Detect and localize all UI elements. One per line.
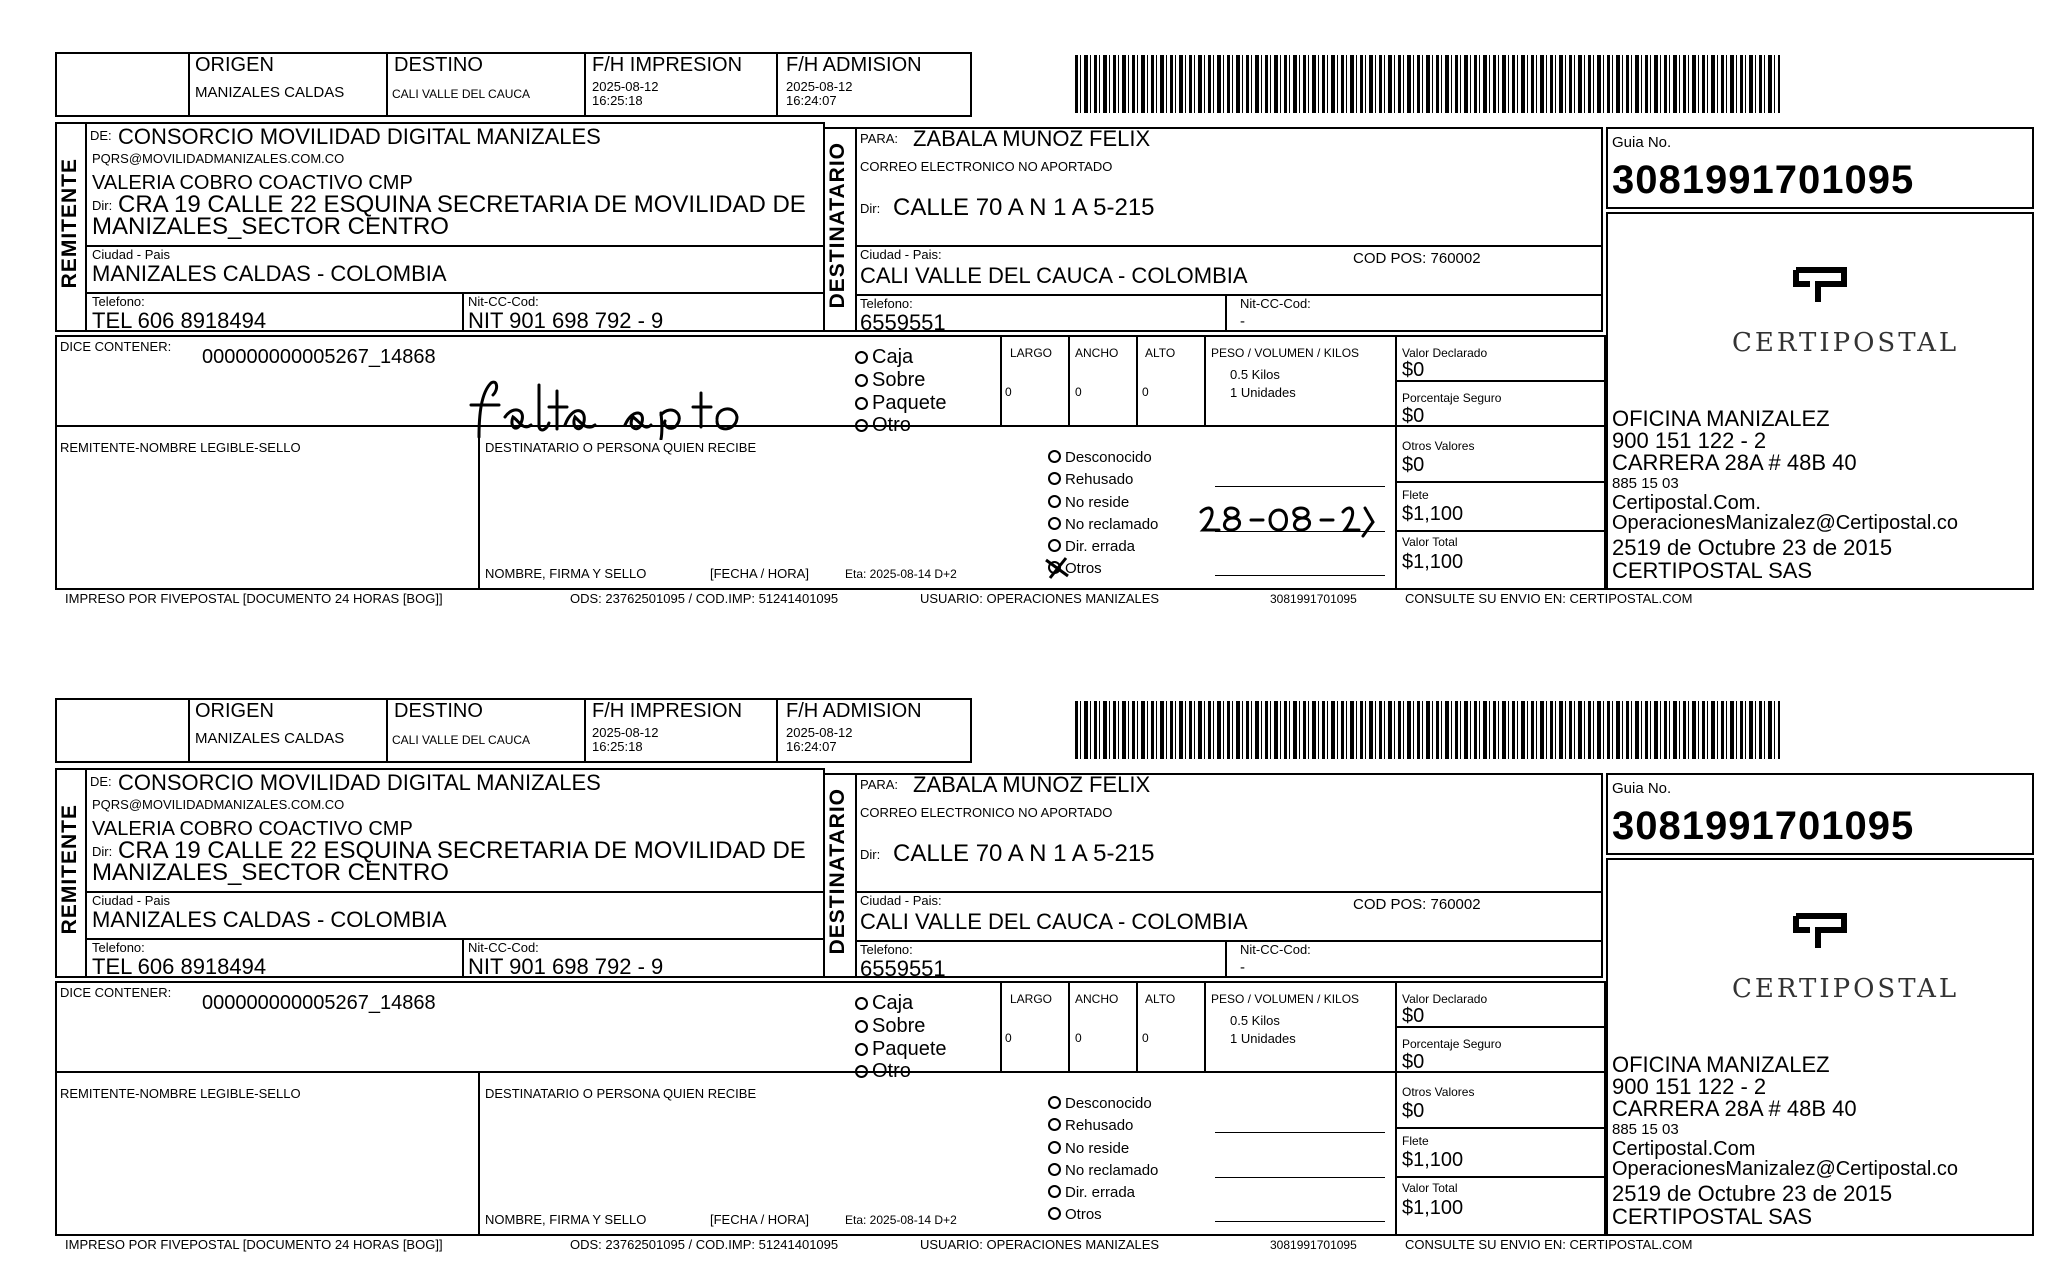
- remitente-sello-label: REMITENTE-NOMBRE LEGIBLE-SELLO: [60, 440, 301, 455]
- company-web: Certipostal.Com: [1612, 1138, 1756, 1160]
- alto-value: 0: [1142, 1031, 1149, 1045]
- fh-impresion-label: F/H IMPRESION: [592, 54, 743, 76]
- destino-label: DESTINO: [394, 54, 483, 76]
- receipt-divider: [478, 425, 480, 590]
- remitente-dir-label: Dir:: [92, 198, 113, 213]
- guia-number: 3081991701095: [1612, 804, 1915, 848]
- guia-label: Guia No.: [1612, 780, 1672, 797]
- remitente-line2: VALERIA COBRO COACTIVO CMP: [92, 818, 413, 840]
- remitente-dir-label: Dir:: [92, 844, 113, 859]
- ancho-label: ANCHO: [1075, 992, 1119, 1006]
- destinatario-email: CORREO ELECTRONICO NO APORTADO: [860, 805, 1113, 820]
- dims-grid: [1204, 335, 1206, 427]
- largo-label: LARGO: [1010, 346, 1053, 360]
- remitente-ciudad-line: [87, 891, 825, 893]
- reason-otros: Otros: [1048, 1207, 1102, 1222]
- reason-no-reside: No reside: [1048, 1141, 1129, 1156]
- reason-line: [1215, 575, 1385, 576]
- destinatario-email: CORREO ELECTRONICO NO APORTADO: [860, 159, 1113, 174]
- destinatario-nit: -: [1240, 959, 1245, 976]
- destinatario-ciudad: CALI VALLE DEL CAUCA - COLOMBIA: [860, 909, 1248, 934]
- porcentaje-seguro-value: $0: [1402, 405, 1425, 427]
- company-name: CERTIPOSTAL SAS: [1612, 558, 1813, 583]
- fh-admision-date: 2025-08-12: [786, 79, 853, 94]
- remitente-nit: NIT 901 698 792 - 9: [468, 954, 664, 979]
- checkmark-mark: [1044, 556, 1072, 580]
- fh-admision-label: F/H ADMISION: [786, 700, 922, 722]
- ancho-value: 0: [1075, 1031, 1082, 1045]
- destinatario-nit-divider: [1225, 294, 1227, 332]
- footer-guia: 3081991701095: [1270, 592, 1357, 606]
- eta-label: Eta: 2025-08-14 D+2: [845, 567, 957, 581]
- receipt-divider: [1395, 1071, 1397, 1236]
- fh-impresion-date: 2025-08-12: [592, 79, 659, 94]
- company-nit: 900 151 122 - 2: [1612, 428, 1767, 453]
- fh-admision-date: 2025-08-12: [786, 725, 853, 740]
- largo-label: LARGO: [1010, 992, 1053, 1006]
- destinatario-block: [823, 773, 1603, 981]
- destinatario-telefono-label: Telefono:: [860, 296, 913, 311]
- destinatario-address: CALLE 70 A N 1 A 5-215: [893, 840, 1155, 867]
- fecha-hora-label: [FECHA / HORA]: [710, 1212, 809, 1227]
- reason-dir-errada: Dir. errada: [1048, 1185, 1135, 1200]
- company-web: Certipostal.Com.: [1612, 492, 1761, 514]
- origen-value: MANIZALES CALDAS: [195, 84, 345, 101]
- guia-number: 3081991701095: [1612, 158, 1915, 202]
- company-resolution: 2519 de Octubre 23 de 2015: [1612, 535, 1893, 560]
- otros-valores-line: [1397, 1127, 1606, 1129]
- footer-impreso: IMPRESO POR FIVEPOSTAL [DOCUMENTO 24 HORAS [BOG]]: [65, 1237, 443, 1252]
- remitente-ciudad: MANIZALES CALDAS - COLOMBIA: [92, 261, 447, 286]
- destinatario-telefono: 6559551: [860, 310, 946, 335]
- package-type-otro: Otro: [855, 1061, 911, 1081]
- reason-rehusado: Rehusado: [1048, 472, 1133, 487]
- remitente-telefono-line: [87, 292, 825, 294]
- remitente-telefono-line: [87, 938, 825, 940]
- dice-contener-label: DICE CONTENER:: [60, 339, 172, 354]
- destinatario-dir-label: Dir:: [860, 201, 881, 216]
- otros-valores-line: [1397, 481, 1606, 483]
- package-type-sobre: Sobre: [855, 1016, 925, 1036]
- valor-declarado-line: [1397, 380, 1606, 382]
- certipostal-logo-icon: [1790, 258, 1850, 306]
- remitente-ciudad: MANIZALES CALDAS - COLOMBIA: [92, 907, 447, 932]
- dims-grid: [1068, 981, 1070, 1073]
- destinatario-telefono-label: Telefono:: [860, 942, 913, 957]
- remitente-name: CONSORCIO MOVILIDAD DIGITAL MANIZALES: [118, 770, 601, 795]
- fh-impresion-time: 16:25:18: [592, 93, 643, 108]
- remitente-ciudad-label: Ciudad - Pais: [92, 893, 171, 908]
- destinatario-cod-pos: COD POS: 760002: [1353, 896, 1481, 913]
- dims-grid: [1204, 981, 1206, 1073]
- package-type-paquete: Paquete: [855, 1039, 947, 1059]
- package-type-caja: Caja: [855, 993, 913, 1013]
- remitente-ciudad-label: Ciudad - Pais: [92, 247, 171, 262]
- remitente-divider: [85, 768, 87, 978]
- footer-usuario: USUARIO: OPERACIONES MANIZALES: [920, 591, 1160, 606]
- remitente-vertical-label: REMITENTE: [58, 158, 81, 289]
- company-name: CERTIPOSTAL SAS: [1612, 1204, 1813, 1229]
- remitente-address-2: MANIZALES_SECTOR CENTRO: [92, 859, 449, 886]
- unidades-value: 1 Unidades: [1230, 1031, 1296, 1046]
- fh-admision-time: 16:24:07: [786, 739, 837, 754]
- destinatario-block: [823, 127, 1603, 335]
- company-nit: 900 151 122 - 2: [1612, 1074, 1767, 1099]
- reason-no-reclamado: No reclamado: [1048, 1163, 1158, 1178]
- footer-consulte: CONSULTE SU ENVIO EN: CERTIPOSTAL.COM: [1405, 591, 1693, 606]
- reason-line: [1215, 1221, 1385, 1222]
- eta-label: Eta: 2025-08-14 D+2: [845, 1213, 957, 1227]
- footer-usuario: USUARIO: OPERACIONES MANIZALES: [920, 1237, 1160, 1252]
- largo-value: 0: [1005, 385, 1012, 399]
- fh-impresion-time: 16:25:18: [592, 739, 643, 754]
- alto-label: ALTO: [1145, 346, 1176, 360]
- fh-admision-label: F/H ADMISION: [786, 54, 922, 76]
- footer-guia: 3081991701095: [1270, 1238, 1357, 1252]
- destinatario-telefono-line: [857, 294, 1603, 296]
- destino-label: DESTINO: [394, 700, 483, 722]
- package-type-otro: Otro: [855, 415, 911, 435]
- dims-grid: [1000, 981, 1002, 1073]
- de-label: DE:: [90, 128, 112, 143]
- remitente-nit-divider: [462, 292, 464, 332]
- remitente-address-1: CRA 19 CALLE 22 ESQUINA SECRETARIA DE MOVILIDAD DE: [118, 837, 806, 864]
- remitente-telefono: TEL 606 8918494: [92, 308, 267, 333]
- peso-label: PESO / VOLUMEN / KILOS: [1211, 346, 1360, 360]
- barcode: [1075, 701, 1780, 759]
- remitente-sello-label: REMITENTE-NOMBRE LEGIBLE-SELLO: [60, 1086, 301, 1101]
- flete-line: [1397, 530, 1606, 532]
- peso-value: 0.5 Kilos: [1230, 367, 1280, 382]
- destinatario-recibe-label: DESTINATARIO O PERSONA QUIEN RECIBE: [485, 1086, 757, 1101]
- alto-label: ALTO: [1145, 992, 1176, 1006]
- company-address: CARRERA 28A # 48B 40: [1612, 1096, 1857, 1121]
- fh-impresion-date: 2025-08-12: [592, 725, 659, 740]
- dice-contener-label: DICE CONTENER:: [60, 985, 172, 1000]
- flete-label: Flete: [1402, 1134, 1429, 1148]
- company-address: CARRERA 28A # 48B 40: [1612, 450, 1857, 475]
- valor-total-value: $1,100: [1402, 1197, 1464, 1219]
- remitente-nit-divider: [462, 938, 464, 978]
- remitente-nit: NIT 901 698 792 - 9: [468, 308, 664, 333]
- reason-line: [1215, 1132, 1385, 1133]
- destinatario-cod-pos: COD POS: 760002: [1353, 250, 1481, 267]
- destinatario-ciudad-line: [857, 891, 1603, 893]
- otros-valores-value: $0: [1402, 1100, 1425, 1122]
- peso-value: 0.5 Kilos: [1230, 1013, 1280, 1028]
- otros-valores-label: Otros Valores: [1402, 439, 1475, 453]
- dice-contener-value: 000000000005267_14868: [202, 992, 436, 1014]
- destinatario-ciudad-label: Ciudad - Pais:: [860, 893, 942, 908]
- fh-impresion-label: F/H IMPRESION: [592, 700, 743, 722]
- footer-ods: ODS: 23762501095 / COD.IMP: 51241401095: [570, 591, 839, 606]
- origen-value: MANIZALES CALDAS: [195, 730, 345, 747]
- destinatario-name: ZABALA MUNOZ FELIX: [913, 126, 1151, 151]
- dims-grid: [1068, 335, 1070, 427]
- reason-rehusado: Rehusado: [1048, 1118, 1133, 1133]
- destinatario-telefono: 6559551: [860, 956, 946, 981]
- unidades-value: 1 Unidades: [1230, 385, 1296, 400]
- alto-value: 0: [1142, 385, 1149, 399]
- origen-label: ORIGEN: [195, 700, 274, 722]
- destinatario-divider: [855, 127, 857, 332]
- destino-value: CALI VALLE DEL CAUCA: [392, 733, 531, 747]
- porcentaje-seguro-label: Porcentaje Seguro: [1402, 1037, 1502, 1051]
- dice-contener-value: 000000000005267_14868: [202, 346, 436, 368]
- fecha-hora-label: [FECHA / HORA]: [710, 566, 809, 581]
- valor-declarado-label: Valor Declarado: [1402, 992, 1488, 1006]
- remitente-ciudad-line: [87, 245, 825, 247]
- remitente-telefono-label: Telefono:: [92, 294, 145, 309]
- remitente-nit-label: Nit-CC-Cod:: [468, 294, 539, 309]
- destinatario-vertical-label: DESTINATARIO: [826, 142, 849, 309]
- flete-line: [1397, 1176, 1606, 1178]
- remitente-divider: [85, 122, 87, 332]
- valor-declarado-label: Valor Declarado: [1402, 346, 1488, 360]
- largo-value: 0: [1005, 1031, 1012, 1045]
- reason-desconocido: Desconocido: [1048, 1096, 1152, 1111]
- destinatario-nit-label: Nit-CC-Cod:: [1240, 296, 1311, 311]
- reason-otros: Otros: [1048, 561, 1102, 576]
- porcentaje-seguro-label: Porcentaje Seguro: [1402, 391, 1502, 405]
- reason-no-reside: No reside: [1048, 495, 1129, 510]
- destinatario-ciudad: CALI VALLE DEL CAUCA - COLOMBIA: [860, 263, 1248, 288]
- package-type-sobre: Sobre: [855, 370, 925, 390]
- destinatario-ciudad-label: Ciudad - Pais:: [860, 247, 942, 262]
- company-email: OperacionesManizalez@Certipostal.co: [1612, 512, 1959, 534]
- handwritten-date: [1195, 502, 1375, 538]
- porcentaje-seguro-value: $0: [1402, 1051, 1425, 1073]
- destinatario-nit: -: [1240, 313, 1245, 330]
- package-type-caja: Caja: [855, 347, 913, 367]
- remitente-telefono-label: Telefono:: [92, 940, 145, 955]
- receipt-divider: [1395, 425, 1397, 590]
- remitente-line2: VALERIA COBRO COACTIVO CMP: [92, 172, 413, 194]
- certipostal-logo-text: CERTIPOSTAL: [1732, 974, 1960, 1004]
- nombre-firma-label: NOMBRE, FIRMA Y SELLO: [485, 1212, 647, 1227]
- otros-valores-label: Otros Valores: [1402, 1085, 1475, 1099]
- dims-grid: [1136, 981, 1138, 1073]
- header-blank-cell: [55, 52, 190, 117]
- reason-desconocido: Desconocido: [1048, 450, 1152, 465]
- company-phone: 885 15 03: [1612, 1121, 1679, 1138]
- destinatario-vertical-label: DESTINATARIO: [826, 788, 849, 955]
- peso-label: PESO / VOLUMEN / KILOS: [1211, 992, 1360, 1006]
- receipt-divider: [478, 1071, 480, 1236]
- destinatario-name: ZABALA MUNOZ FELIX: [913, 772, 1151, 797]
- dims-grid: [1136, 335, 1138, 427]
- destinatario-divider: [855, 773, 857, 978]
- reason-line: [1215, 486, 1385, 487]
- destinatario-nit-label: Nit-CC-Cod:: [1240, 942, 1311, 957]
- destinatario-ciudad-line: [857, 245, 1603, 247]
- para-label: PARA:: [860, 777, 899, 792]
- flete-value: $1,100: [1402, 503, 1464, 525]
- valor-total-value: $1,100: [1402, 551, 1464, 573]
- flete-value: $1,100: [1402, 1149, 1464, 1171]
- footer-impreso: IMPRESO POR FIVEPOSTAL [DOCUMENTO 24 HORAS [BOG]]: [65, 591, 443, 606]
- destino-value: CALI VALLE DEL CAUCA: [392, 87, 531, 101]
- valor-declarado-line: [1397, 1026, 1606, 1028]
- valor-total-label: Valor Total: [1402, 1181, 1458, 1195]
- para-label: PARA:: [860, 131, 899, 146]
- valor-declarado-value: $0: [1402, 359, 1425, 381]
- destinatario-recibe-label: DESTINATARIO O PERSONA QUIEN RECIBE: [485, 440, 757, 455]
- footer-ods: ODS: 23762501095 / COD.IMP: 51241401095: [570, 1237, 839, 1252]
- valor-total-label: Valor Total: [1402, 535, 1458, 549]
- reason-line: [1215, 1177, 1385, 1178]
- destinatario-dir-label: Dir:: [860, 847, 881, 862]
- remitente-telefono: TEL 606 8918494: [92, 954, 267, 979]
- flete-label: Flete: [1402, 488, 1429, 502]
- valor-declarado-value: $0: [1402, 1005, 1425, 1027]
- remitente-vertical-label: REMITENTE: [58, 804, 81, 935]
- remitente-email: PQRS@MOVILIDADMANIZALES.COM.CO: [92, 151, 345, 166]
- otros-valores-value: $0: [1402, 454, 1425, 476]
- remitente-address-1: CRA 19 CALLE 22 ESQUINA SECRETARIA DE MOVILIDAD DE: [118, 191, 806, 218]
- reason-dir-errada: Dir. errada: [1048, 539, 1135, 554]
- remitente-email: PQRS@MOVILIDADMANIZALES.COM.CO: [92, 797, 345, 812]
- shipping-slip-top: [0, 40, 2052, 606]
- header-blank-cell: [55, 698, 190, 763]
- certipostal-logo-text: CERTIPOSTAL: [1732, 328, 1960, 358]
- ancho-label: ANCHO: [1075, 346, 1119, 360]
- reason-no-reclamado: No reclamado: [1048, 517, 1158, 532]
- barcode: [1075, 55, 1780, 113]
- company-resolution: 2519 de Octubre 23 de 2015: [1612, 1181, 1893, 1206]
- dims-grid: [1000, 335, 1002, 427]
- destinatario-nit-divider: [1225, 940, 1227, 978]
- destinatario-address: CALLE 70 A N 1 A 5-215: [893, 194, 1155, 221]
- remitente-nit-label: Nit-CC-Cod:: [468, 940, 539, 955]
- company-office: OFICINA MANIZALEZ: [1612, 406, 1830, 431]
- destinatario-telefono-line: [857, 940, 1603, 942]
- remitente-address-2: MANIZALES_SECTOR CENTRO: [92, 213, 449, 240]
- shipping-slip-bottom: [0, 686, 2052, 1252]
- origen-label: ORIGEN: [195, 54, 274, 76]
- remitente-name: CONSORCIO MOVILIDAD DIGITAL MANIZALES: [118, 124, 601, 149]
- nombre-firma-label: NOMBRE, FIRMA Y SELLO: [485, 566, 647, 581]
- fh-admision-time: 16:24:07: [786, 93, 837, 108]
- ancho-value: 0: [1075, 385, 1082, 399]
- de-label: DE:: [90, 774, 112, 789]
- certipostal-logo-icon: [1790, 904, 1850, 952]
- company-office: OFICINA MANIZALEZ: [1612, 1052, 1830, 1077]
- guia-label: Guia No.: [1612, 134, 1672, 151]
- footer-consulte: CONSULTE SU ENVIO EN: CERTIPOSTAL.COM: [1405, 1237, 1693, 1252]
- company-email: OperacionesManizalez@Certipostal.co: [1612, 1158, 1959, 1180]
- company-phone: 885 15 03: [1612, 475, 1679, 492]
- package-type-paquete: Paquete: [855, 393, 947, 413]
